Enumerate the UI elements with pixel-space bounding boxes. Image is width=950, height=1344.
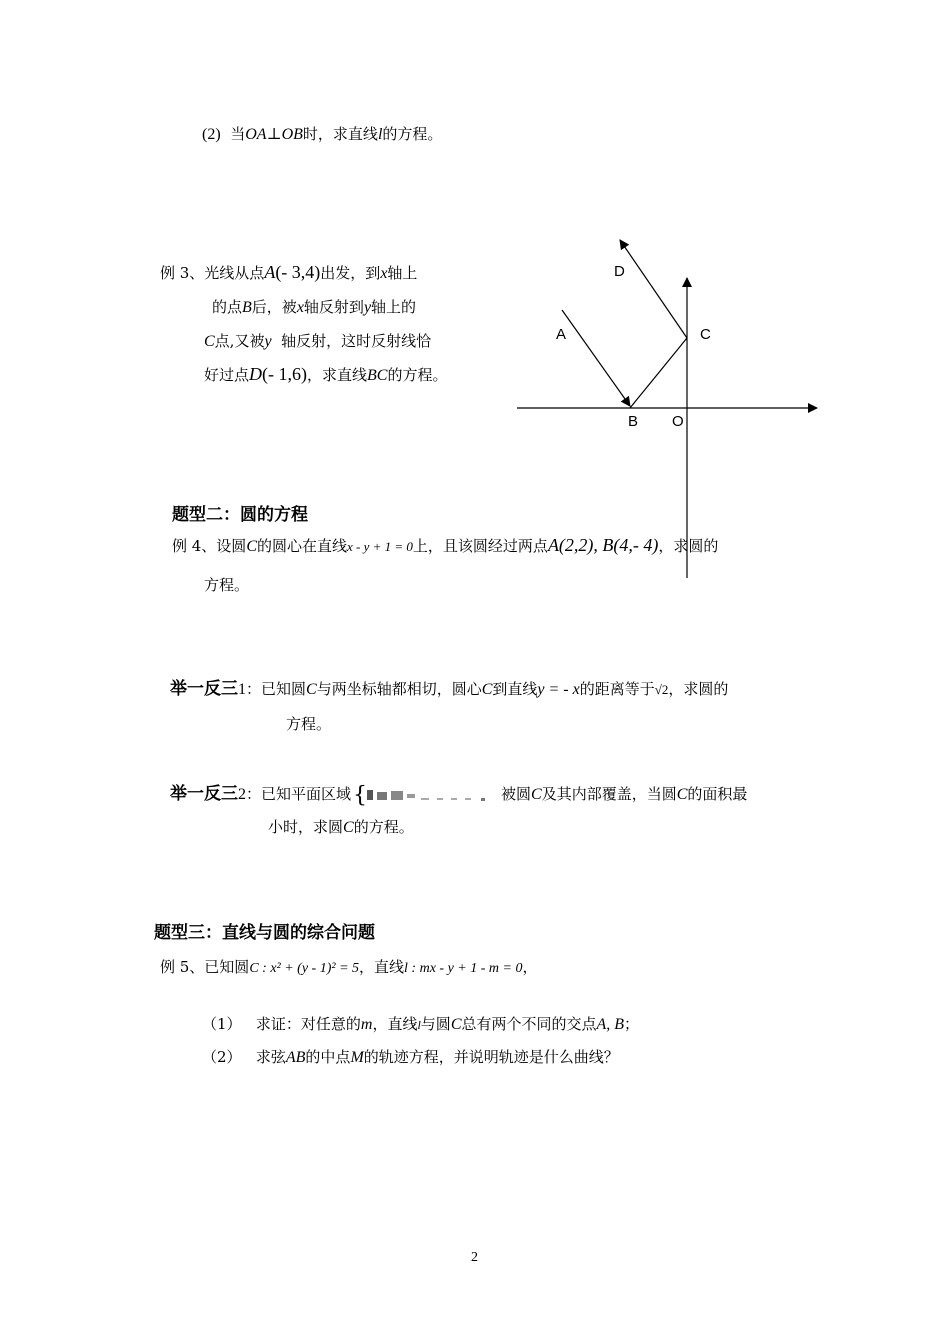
text: 例 4、设圆 (172, 537, 247, 555)
math-C: C (481, 681, 493, 698)
ray-A-to-B (562, 310, 630, 406)
text: 例 5、已知圆 (160, 958, 250, 976)
math-line-eq: y = - x (537, 681, 580, 698)
example-5-part-2 (202, 1046, 619, 1067)
practice-2-line-2 (268, 816, 414, 837)
text: 的距离等于 (579, 680, 655, 698)
text: 的圆心在直线 (256, 537, 347, 555)
garbled-region-formula (351, 784, 501, 806)
ray-B-to-C (630, 338, 687, 408)
math-D: D (249, 364, 263, 384)
text: ，求直线 (307, 366, 368, 384)
text: ：已知圆 (246, 680, 307, 698)
example-4-line-1 (172, 535, 718, 556)
math-OA: OA (245, 126, 267, 143)
text: 与两坐标轴都相切，圆心 (316, 680, 482, 698)
math-line-eq: x - y + 1 = 0 (347, 539, 413, 554)
math-points: A(2,2), B(4,- 4) (547, 535, 659, 555)
text: 当 (230, 125, 246, 143)
math-C: C (531, 786, 542, 803)
math-C: C (204, 333, 215, 350)
math-BC: BC (367, 367, 388, 384)
text: 的面积最 (687, 785, 748, 803)
math-circle-eq: C : x² + (y - 1)² = 5 (249, 961, 360, 976)
label-D: D (614, 263, 625, 280)
svg-text:{: { (353, 784, 368, 806)
practice-label: 举一反三 (170, 679, 238, 699)
math-l: l (377, 126, 383, 143)
math-line-eq: l : mx - y + 1 - m = 0 (404, 961, 523, 976)
practice-number: 2 (238, 786, 246, 803)
text: 轴上 (387, 264, 418, 282)
region-formula-image (351, 784, 501, 806)
math-y: y (363, 299, 372, 316)
text: 求弦 (255, 1048, 286, 1066)
math-m: m (360, 1016, 373, 1033)
text: 的方程。 (387, 366, 448, 384)
question-number: (2) (202, 126, 221, 143)
text: ； (624, 1015, 640, 1033)
text: 被圆 (501, 785, 532, 803)
practice-1-line-2: 方程。 (286, 715, 332, 733)
text: ，求圆的 (668, 680, 729, 698)
text: 的点 (212, 298, 243, 316)
text: 小时，求圆 (268, 818, 344, 836)
text: 例 3、光线从点 (160, 264, 265, 282)
math-l: l (417, 1018, 421, 1032)
math-C: C (343, 819, 354, 836)
text: 出发，到 (320, 264, 381, 282)
part-number: （2） (202, 1048, 242, 1066)
math-x: x (296, 299, 304, 316)
text: ，直线 (359, 958, 405, 976)
text: 总有两个不同的交点 (461, 1015, 597, 1033)
label-A: A (556, 326, 567, 343)
math-A: A (264, 262, 276, 282)
label-B: B (628, 413, 639, 430)
section-2-title: 题型二：圆的方程 (172, 505, 308, 525)
text: 求证：对任意的 (255, 1015, 361, 1033)
label-O: O (672, 413, 684, 430)
text: 的中点 (305, 1048, 351, 1066)
text: 点,又被 (214, 332, 265, 350)
text: 轴上的 (371, 298, 417, 316)
practice-1-line-1 (170, 674, 728, 699)
text: 时，求直线 (302, 125, 378, 143)
math-A-B: A, B (596, 1016, 625, 1033)
text: 的轨迹方程，并说明轨迹是什么曲线？ (363, 1048, 619, 1066)
part-number: （1） (202, 1015, 242, 1033)
text: ，直线 (372, 1015, 418, 1033)
math-B: B (242, 299, 252, 316)
section-3-title: 题型三：直线与圆的综合问题 (154, 923, 375, 943)
text: ， (522, 958, 538, 976)
math-y: y (264, 333, 272, 350)
math-M: M (350, 1049, 364, 1066)
math-A-coords: (- 3,4) (275, 262, 321, 282)
text: 轴反射到 (303, 298, 364, 316)
example-4-line-2: 方程。 (204, 576, 250, 594)
text: 轴反射，这时反射线恰 (281, 332, 432, 350)
math-C: C (246, 538, 257, 555)
label-C: C (700, 326, 711, 343)
reflection-diagram (0, 0, 950, 600)
math-C: C (450, 1016, 462, 1033)
math-sqrt2: √2 (654, 682, 669, 697)
example-5-line-1 (160, 956, 537, 977)
text: 后，被 (251, 298, 297, 316)
math-C: C (306, 681, 317, 698)
text: ：已知平面区域 (246, 785, 352, 803)
text: 的方程。 (353, 818, 414, 836)
practice-2-line-1 (170, 779, 747, 806)
text: 上，且该圆经过两点 (412, 537, 548, 555)
math-D-coords: (- 1,6) (262, 364, 307, 384)
text: 好过点 (204, 366, 250, 384)
math-C: C (676, 786, 688, 803)
text: 及其内部覆盖，当圆 (541, 785, 677, 803)
math-AB: AB (285, 1049, 306, 1066)
perp-symbol: ⊥ (266, 126, 282, 143)
text: ，求圆的 (658, 537, 719, 555)
practice-label: 举一反三 (170, 784, 238, 804)
practice-number: 1 (238, 681, 246, 698)
math-x: x (380, 265, 388, 282)
text: 的方程。 (382, 125, 443, 143)
example-5-part-1 (202, 1013, 639, 1034)
math-OB: OB (281, 126, 303, 143)
ray-C-to-D (620, 240, 687, 338)
text: 到直线 (492, 680, 538, 698)
text: 与圆 (420, 1015, 451, 1033)
page-number: 2 (471, 1250, 478, 1265)
